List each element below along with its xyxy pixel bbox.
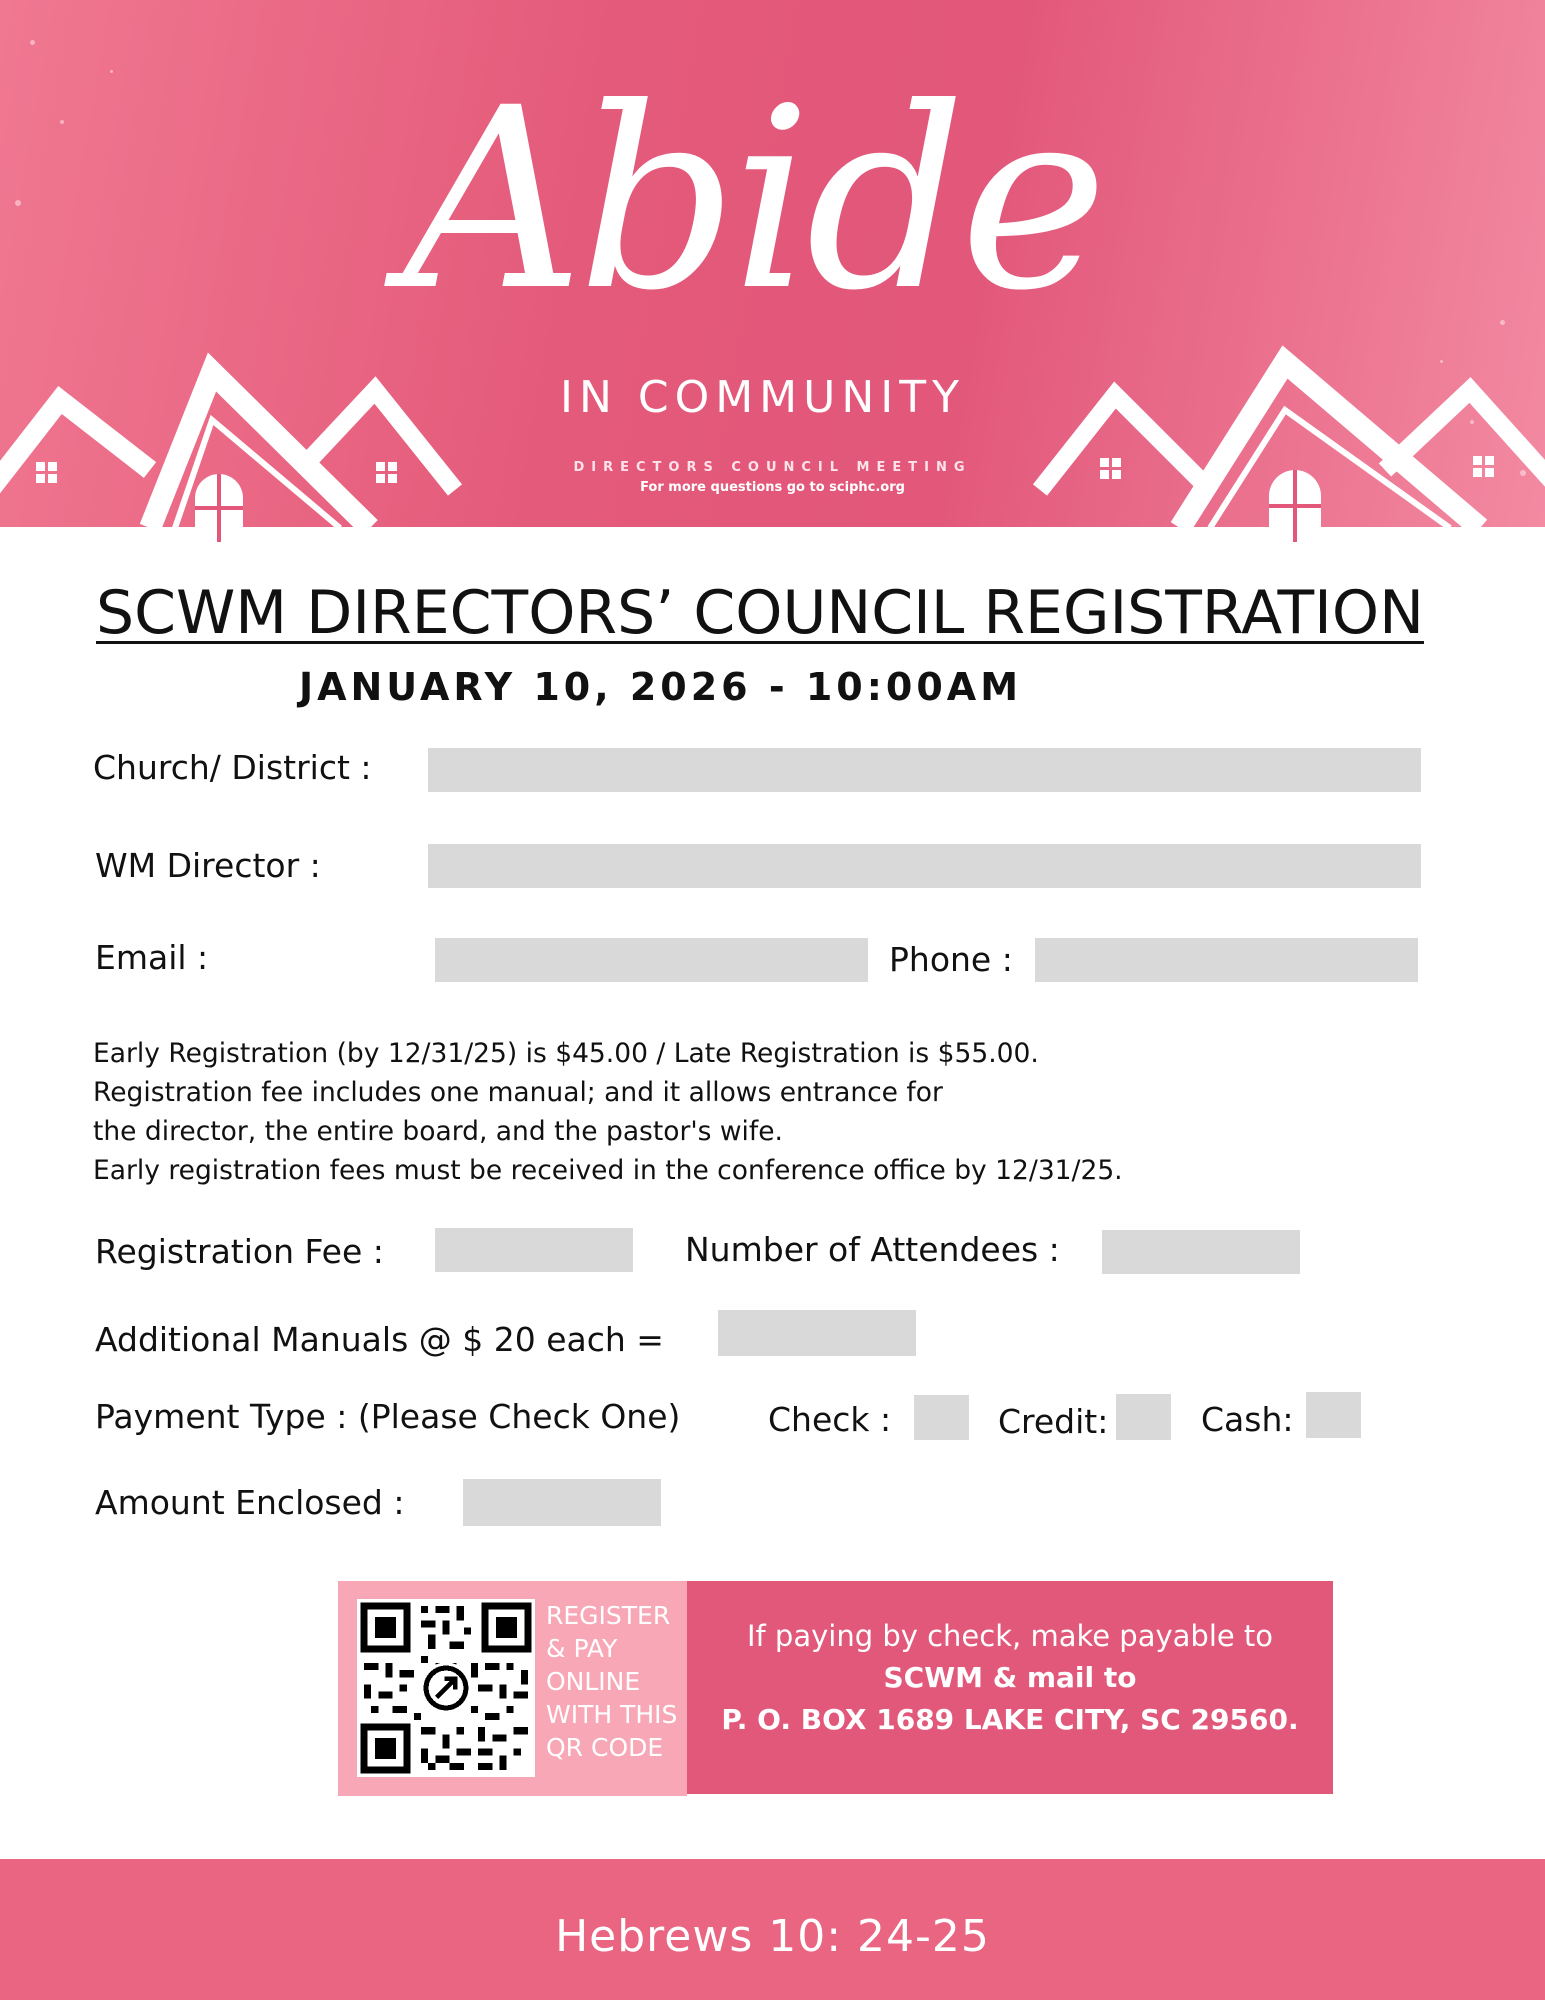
logo-subtitle: IN COMMUNITY: [559, 372, 965, 423]
church-district-label: Church/ District :: [93, 748, 372, 787]
check-payee-text: SCWM & mail to: [883, 1661, 1137, 1694]
registration-fee-label: Registration Fee :: [95, 1232, 384, 1271]
cash-label: Cash:: [1201, 1400, 1294, 1439]
check-label: Check :: [768, 1400, 892, 1439]
check-payment-panel: [687, 1581, 1333, 1794]
form-title: SCWM DIRECTORS’ COUNCIL REGISTRATION: [96, 578, 1424, 648]
info-line: Registration fee includes one manual; and it allows entrance for: [93, 1077, 943, 1108]
qr-line: & PAY: [546, 1634, 618, 1663]
wm-director-field[interactable]: [428, 844, 1421, 888]
qr-panel: [338, 1581, 687, 1796]
church-district-field[interactable]: [428, 748, 1421, 792]
house-roofs-illustration: [0, 0, 1545, 547]
payment-type-label: Payment Type : (Please Check One): [95, 1397, 681, 1436]
meeting-tagline: DIRECTORS COUNCIL MEETING: [573, 460, 972, 475]
credit-label: Credit:: [998, 1402, 1109, 1441]
qr-code[interactable]: [357, 1599, 535, 1777]
info-line: the director, the entire board, and the pastor's wife.: [93, 1116, 783, 1147]
additional-manuals-label: Additional Manuals @ $ 20 each =: [95, 1320, 664, 1359]
qr-line: REGISTER: [546, 1601, 671, 1630]
email-label: Email :: [95, 938, 209, 977]
info-line: Early registration fees must be received in the conference office by 12/31/25.: [93, 1155, 1123, 1186]
amount-enclosed-field[interactable]: [463, 1479, 661, 1526]
amount-enclosed-label: Amount Enclosed :: [95, 1483, 405, 1522]
check-checkbox[interactable]: [914, 1395, 969, 1440]
qr-instructions: [546, 1599, 686, 1764]
info-line: Early Registration (by 12/31/25) is $45.00 / Late Registration is $55.00.: [93, 1038, 1039, 1069]
check-payable-text: If paying by check, make payable to: [746, 1619, 1274, 1653]
registration-fee-field[interactable]: [435, 1228, 633, 1272]
qr-line: ONLINE: [546, 1667, 641, 1696]
cash-checkbox[interactable]: [1306, 1392, 1361, 1438]
bible-verse: Hebrews 10: 24-25: [555, 1911, 990, 1962]
qr-line: QR CODE: [546, 1733, 664, 1762]
website-note: For more questions go to sciphc.org: [640, 480, 905, 495]
qr-code-icon: [357, 1599, 535, 1777]
phone-label: Phone :: [889, 940, 1013, 979]
logo-script-title: Abide: [403, 54, 1102, 345]
registration-info: [93, 1034, 1393, 1190]
wm-director-label: WM Director :: [95, 846, 321, 885]
footer-banner: [0, 1859, 1545, 2000]
credit-checkbox[interactable]: [1116, 1394, 1171, 1440]
additional-manuals-field[interactable]: [718, 1310, 916, 1356]
email-field[interactable]: [435, 938, 868, 982]
phone-field[interactable]: [1035, 938, 1418, 982]
attendees-label: Number of Attendees :: [685, 1230, 1060, 1269]
event-date: JANUARY 10, 2026 - 10:00AM: [298, 665, 1023, 709]
attendees-field[interactable]: [1102, 1230, 1300, 1274]
mailing-address: P. O. BOX 1689 LAKE CITY, SC 29560.: [721, 1703, 1299, 1736]
qr-line: WITH THIS: [546, 1700, 678, 1729]
header-banner: [0, 0, 1545, 547]
